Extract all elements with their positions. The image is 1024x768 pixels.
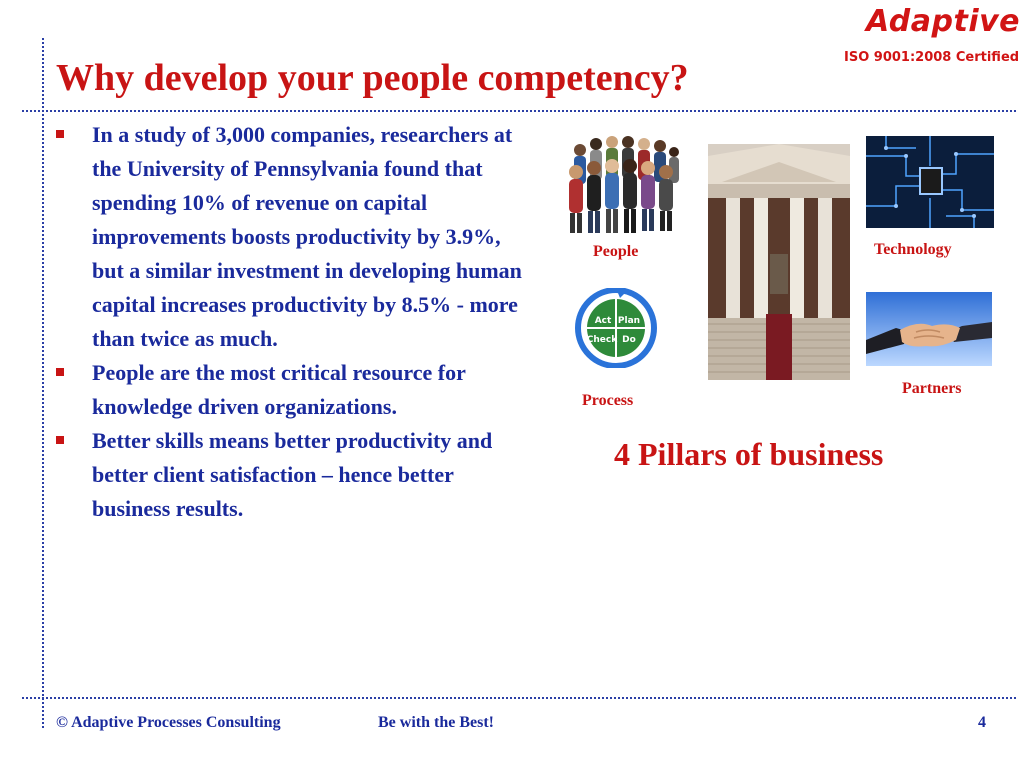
bullet-list xyxy=(56,118,526,526)
pdca-do-label: Do xyxy=(622,335,636,345)
bullet-marker xyxy=(56,368,64,376)
technology-label: Technology xyxy=(874,241,952,258)
technology-circuit-image xyxy=(866,136,994,228)
page-number: 4 xyxy=(978,714,986,731)
slide-title: Why develop your people competency? xyxy=(56,57,689,99)
vertical-guide-line xyxy=(42,38,44,728)
footer-divider xyxy=(22,697,1016,699)
pdca-cycle-icon xyxy=(570,288,662,368)
bullet-text: In a study of 3,000 companies, researchers at the University of Pennsylvania found that spending 10% of revenue on capital improvements boosts productivity by 3.9%, but a similar investment in developing human capital increases productivity by 8.5% - more than twice as much. xyxy=(92,122,522,351)
people-label: People xyxy=(593,243,639,260)
building-columns-image xyxy=(708,144,850,380)
title-divider xyxy=(22,110,1016,112)
pdca-plan-label: Plan xyxy=(617,316,641,326)
certification-text: ISO 9001:2008 Certified xyxy=(844,50,1020,65)
bullet-marker xyxy=(56,436,64,444)
people-group-image xyxy=(566,132,682,236)
bullet-text: Better skills means better productivity and better client satisfaction – hence better business results. xyxy=(92,428,493,521)
pillars-caption: 4 Pillars of business xyxy=(614,436,884,472)
partners-label: Partners xyxy=(902,380,962,397)
bullet-item xyxy=(56,424,526,526)
pdca-act-label: Act xyxy=(594,316,612,326)
bullet-item xyxy=(56,356,526,424)
process-label: Process xyxy=(582,392,634,409)
footer-copyright: © Adaptive Processes Consulting xyxy=(56,714,281,731)
brand-logo-text: Adaptive xyxy=(866,4,1021,39)
bullet-text: People are the most critical resource for knowledge driven organizations. xyxy=(92,360,466,419)
bullet-marker xyxy=(56,130,64,138)
bullet-item xyxy=(56,118,526,356)
footer-tagline: Be with the Best! xyxy=(378,714,494,731)
handshake-image xyxy=(866,292,992,366)
pdca-check-label: Check xyxy=(586,335,618,345)
